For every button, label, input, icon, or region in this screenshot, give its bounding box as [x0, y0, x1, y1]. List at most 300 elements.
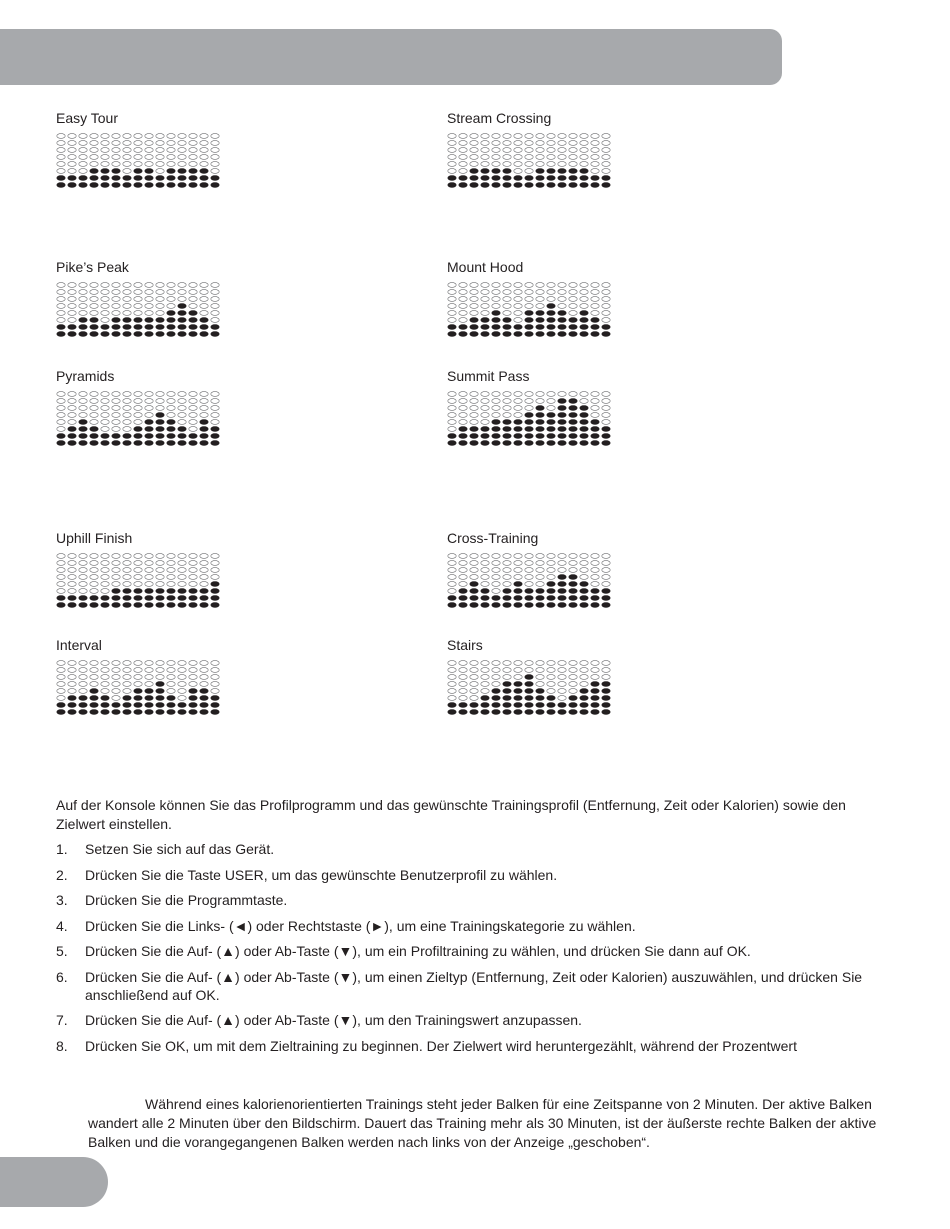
led-segment-on [525, 332, 533, 337]
led-segment-off [569, 682, 577, 687]
led-segment-off [591, 575, 599, 580]
led-segment-off [459, 169, 467, 174]
led-segment-on [492, 176, 500, 181]
led-segment-off [68, 155, 76, 160]
led-segment-off [167, 675, 175, 680]
led-segment-off [145, 682, 153, 687]
profile-stream-crossing[interactable] [447, 110, 613, 190]
led-segment-off [448, 297, 456, 302]
led-segment-on [481, 325, 489, 330]
profile-label: Cross-Training [447, 530, 539, 546]
led-segment-off [503, 148, 511, 153]
led-segment-off [602, 318, 610, 323]
led-segment-off [602, 297, 610, 302]
profile-stairs[interactable] [447, 637, 613, 717]
led-segment-off [591, 290, 599, 295]
led-segment-on [156, 434, 164, 439]
led-segment-off [503, 399, 511, 404]
led-segment-off [178, 582, 186, 587]
led-segment-on [178, 325, 186, 330]
led-segment-off [90, 582, 98, 587]
led-segment-off [503, 675, 511, 680]
led-segment-off [448, 589, 456, 594]
led-segment-on [514, 582, 522, 587]
led-segment-off [123, 148, 131, 153]
led-segment-off [57, 661, 65, 666]
led-segment-off [211, 399, 219, 404]
led-segment-off [178, 148, 186, 153]
led-segment-off [602, 162, 610, 167]
led-segment-off [101, 406, 109, 411]
led-segment-off [57, 392, 65, 397]
led-segment-on [525, 689, 533, 694]
led-segment-off [90, 148, 98, 153]
led-segment-off [514, 141, 522, 146]
led-segment-on [569, 332, 577, 337]
led-segment-off [112, 696, 120, 701]
led-segment-on [536, 434, 544, 439]
led-segment-off [200, 568, 208, 573]
led-segment-off [525, 283, 533, 288]
led-segment-off [514, 399, 522, 404]
led-segment-off [134, 290, 142, 295]
led-segment-off [123, 582, 131, 587]
led-segment-on [57, 603, 65, 608]
led-segment-off [112, 668, 120, 673]
led-segment-on [459, 589, 467, 594]
led-segment-off [134, 413, 142, 418]
led-segment-off [580, 568, 588, 573]
led-segment-on [470, 710, 478, 715]
led-segment-on [200, 603, 208, 608]
led-segment-on [470, 176, 478, 181]
led-segment-on [68, 696, 76, 701]
led-segment-on [492, 596, 500, 601]
led-segment-on [156, 696, 164, 701]
led-segment-off [569, 297, 577, 302]
led-segment-on [459, 427, 467, 432]
led-segment-on [178, 176, 186, 181]
led-segment-off [569, 568, 577, 573]
led-segment-off [602, 169, 610, 174]
led-segment-off [57, 568, 65, 573]
led-segment-on [558, 589, 566, 594]
led-segment-on [558, 703, 566, 708]
led-segment-on [591, 441, 599, 446]
led-segment-off [101, 155, 109, 160]
led-segment-off [470, 554, 478, 559]
led-segment-off [123, 392, 131, 397]
profile-cross-training[interactable] [447, 530, 613, 610]
profile-pyramids[interactable] [56, 368, 222, 448]
led-segment-on [602, 603, 610, 608]
led-segment-off [79, 304, 87, 309]
led-segment-on [492, 427, 500, 432]
led-segment-off [525, 297, 533, 302]
led-segment-on [547, 696, 555, 701]
profile-led-grid [447, 132, 613, 190]
led-segment-on [101, 434, 109, 439]
led-segment-on [525, 420, 533, 425]
led-segment-on [189, 689, 197, 694]
led-segment-off [470, 661, 478, 666]
profile-label: Summit Pass [447, 368, 530, 384]
led-segment-off [156, 675, 164, 680]
led-segment-on [547, 304, 555, 309]
led-segment-off [211, 420, 219, 425]
led-segment-off [602, 582, 610, 587]
led-segment-off [156, 304, 164, 309]
led-segment-off [503, 413, 511, 418]
led-segment-off [591, 668, 599, 673]
led-segment-off [57, 297, 65, 302]
led-segment-off [200, 155, 208, 160]
led-segment-on [602, 703, 610, 708]
led-segment-off [123, 304, 131, 309]
led-segment-off [536, 582, 544, 587]
led-segment-off [459, 568, 467, 573]
led-segment-off [145, 661, 153, 666]
profile-mount-hood[interactable] [447, 259, 613, 339]
led-segment-off [79, 682, 87, 687]
led-segment-off [57, 696, 65, 701]
led-segment-on [448, 710, 456, 715]
led-segment-off [189, 283, 197, 288]
led-segment-on [134, 434, 142, 439]
led-segment-off [200, 668, 208, 673]
step-number: 8. [56, 1037, 68, 1054]
led-segment-off [481, 290, 489, 295]
led-segment-on [57, 325, 65, 330]
led-segment-off [492, 575, 500, 580]
led-segment-on [569, 703, 577, 708]
led-segment-on [68, 176, 76, 181]
step-item [56, 917, 916, 935]
led-segment-on [145, 441, 153, 446]
led-segment-on [134, 696, 142, 701]
led-segment-off [200, 554, 208, 559]
led-segment-on [580, 413, 588, 418]
led-segment-off [481, 689, 489, 694]
led-segment-off [189, 568, 197, 573]
led-segment-on [68, 427, 76, 432]
led-segment-off [580, 682, 588, 687]
led-segment-on [470, 332, 478, 337]
profile-summit-pass[interactable] [447, 368, 613, 448]
led-segment-on [536, 696, 544, 701]
led-segment-on [156, 441, 164, 446]
led-segment-off [167, 399, 175, 404]
led-segment-on [101, 703, 109, 708]
led-segment-off [492, 682, 500, 687]
led-segment-off [134, 561, 142, 566]
led-segment-on [448, 332, 456, 337]
led-segment-off [167, 413, 175, 418]
led-segment-off [68, 297, 76, 302]
led-segment-on [145, 318, 153, 323]
led-segment-off [211, 162, 219, 167]
led-segment-off [211, 297, 219, 302]
led-segment-off [591, 155, 599, 160]
led-segment-on [459, 603, 467, 608]
led-segment-off [591, 413, 599, 418]
led-segment-on [558, 420, 566, 425]
led-segment-on [492, 696, 500, 701]
led-segment-off [112, 283, 120, 288]
led-segment-on [569, 427, 577, 432]
led-segment-on [580, 689, 588, 694]
profile-label: Easy Tour [56, 110, 118, 126]
profile-interval[interactable] [56, 637, 222, 717]
led-segment-on [580, 603, 588, 608]
led-segment-off [558, 297, 566, 302]
led-segment-off [503, 290, 511, 295]
led-segment-on [145, 325, 153, 330]
led-segment-on [459, 434, 467, 439]
led-segment-on [536, 427, 544, 432]
led-segment-on [112, 325, 120, 330]
led-segment-off [167, 304, 175, 309]
led-segment-on [558, 176, 566, 181]
led-segment-off [134, 661, 142, 666]
led-segment-off [558, 668, 566, 673]
led-segment-on [459, 710, 467, 715]
led-segment-on [569, 183, 577, 188]
led-segment-off [580, 155, 588, 160]
led-segment-on [492, 420, 500, 425]
led-segment-off [448, 141, 456, 146]
led-segment-off [200, 311, 208, 316]
led-segment-off [79, 661, 87, 666]
led-segment-off [200, 297, 208, 302]
led-segment-off [470, 568, 478, 573]
led-segment-off [514, 311, 522, 316]
led-segment-on [156, 325, 164, 330]
led-segment-off [492, 568, 500, 573]
led-segment-off [189, 304, 197, 309]
led-segment-off [90, 155, 98, 160]
led-segment-on [481, 696, 489, 701]
led-segment-off [459, 304, 467, 309]
led-segment-off [547, 148, 555, 153]
led-segment-on [145, 696, 153, 701]
led-segment-off [514, 304, 522, 309]
step-text: Drücken Sie die Auf- (▲) oder Ab-Taste (▼), um ein Profiltraining zu wählen, und drücken Sie dann auf OK. [85, 943, 751, 959]
led-segment-off [448, 318, 456, 323]
led-segment-off [536, 148, 544, 153]
led-segment-on [79, 434, 87, 439]
led-segment-on [79, 183, 87, 188]
led-segment-off [536, 575, 544, 580]
led-segment-off [123, 413, 131, 418]
led-segment-on [591, 434, 599, 439]
led-segment-off [145, 561, 153, 566]
led-segment-off [211, 682, 219, 687]
led-segment-on [602, 434, 610, 439]
led-segment-off [569, 392, 577, 397]
led-segment-on [211, 183, 219, 188]
led-segment-on [591, 682, 599, 687]
profile-easy-tour[interactable] [56, 110, 222, 190]
led-segment-off [189, 682, 197, 687]
led-segment-off [492, 304, 500, 309]
led-segment-off [569, 148, 577, 153]
led-segment-on [112, 169, 120, 174]
led-segment-on [123, 332, 131, 337]
led-segment-off [558, 568, 566, 573]
led-segment-off [167, 668, 175, 673]
led-segment-on [57, 596, 65, 601]
led-segment-on [112, 332, 120, 337]
led-segment-off [79, 575, 87, 580]
led-segment-on [123, 183, 131, 188]
led-segment-off [156, 392, 164, 397]
led-segment-off [470, 689, 478, 694]
led-segment-off [470, 283, 478, 288]
led-segment-off [525, 406, 533, 411]
led-segment-on [536, 318, 544, 323]
led-segment-on [134, 332, 142, 337]
led-segment-off [112, 682, 120, 687]
led-segment-off [547, 682, 555, 687]
led-segment-off [602, 568, 610, 573]
led-segment-on [68, 434, 76, 439]
led-segment-on [481, 427, 489, 432]
led-segment-on [591, 710, 599, 715]
led-segment-on [134, 325, 142, 330]
led-segment-off [591, 134, 599, 139]
led-segment-on [459, 176, 467, 181]
profile-pikes-peak[interactable] [56, 259, 222, 339]
led-segment-off [123, 554, 131, 559]
led-segment-on [492, 603, 500, 608]
led-segment-on [525, 589, 533, 594]
led-segment-on [525, 675, 533, 680]
led-segment-off [481, 392, 489, 397]
led-segment-on [470, 582, 478, 587]
led-segment-off [503, 297, 511, 302]
led-segment-off [123, 162, 131, 167]
led-segment-off [525, 661, 533, 666]
led-segment-on [211, 582, 219, 587]
led-segment-on [178, 703, 186, 708]
led-segment-on [211, 603, 219, 608]
led-segment-off [156, 399, 164, 404]
led-segment-off [156, 406, 164, 411]
led-segment-on [481, 318, 489, 323]
led-segment-off [547, 134, 555, 139]
led-segment-on [514, 696, 522, 701]
step-text: Drücken Sie die Auf- (▲) oder Ab-Taste (▼), um einen Zieltyp (Entfernung, Zeit oder Kalorien) auszuwählen, und drücken Sie anschließend auf OK. [85, 968, 863, 1003]
led-segment-on [591, 325, 599, 330]
led-segment-on [189, 183, 197, 188]
led-segment-off [558, 141, 566, 146]
led-segment-off [57, 554, 65, 559]
led-segment-on [134, 589, 142, 594]
led-segment-off [101, 689, 109, 694]
led-segment-off [68, 399, 76, 404]
led-segment-off [448, 561, 456, 566]
led-segment-on [602, 441, 610, 446]
led-segment-off [459, 675, 467, 680]
led-segment-off [448, 575, 456, 580]
led-segment-off [90, 283, 98, 288]
led-segment-off [481, 420, 489, 425]
led-segment-off [79, 311, 87, 316]
led-segment-on [503, 696, 511, 701]
led-segment-off [145, 283, 153, 288]
led-segment-off [536, 392, 544, 397]
led-segment-on [558, 427, 566, 432]
led-segment-off [112, 427, 120, 432]
led-segment-off [558, 661, 566, 666]
led-segment-off [101, 311, 109, 316]
led-segment-on [525, 434, 533, 439]
step-item [56, 891, 916, 909]
led-segment-off [112, 148, 120, 153]
led-segment-off [134, 148, 142, 153]
led-segment-off [481, 413, 489, 418]
led-segment-on [547, 169, 555, 174]
led-segment-on [90, 710, 98, 715]
led-segment-off [602, 148, 610, 153]
led-segment-off [156, 661, 164, 666]
led-segment-off [123, 297, 131, 302]
led-segment-on [134, 169, 142, 174]
led-segment-off [448, 675, 456, 680]
led-segment-on [156, 183, 164, 188]
led-segment-on [123, 325, 131, 330]
led-segment-on [470, 169, 478, 174]
profile-uphill-finish[interactable] [56, 530, 222, 610]
led-segment-off [123, 668, 131, 673]
led-segment-off [558, 155, 566, 160]
led-segment-off [591, 141, 599, 146]
led-segment-on [602, 325, 610, 330]
led-segment-off [503, 134, 511, 139]
led-segment-on [90, 183, 98, 188]
led-segment-on [547, 325, 555, 330]
led-segment-on [558, 325, 566, 330]
led-segment-on [503, 318, 511, 323]
led-segment-on [569, 575, 577, 580]
note-text: Während eines kalorienorientierten Trainings steht jeder Balken für eine Zeitspanne von 2 Minuten. Der aktive Balken wandert alle 2 Minuten über den Bildschirm. Dauert das Training mehr als 30 Minuten, ist der äußerste rechte Balken der aktive Balken und die vorangegangenen Balken werden nach links von der Anzeige „geschoben“. [88, 1096, 877, 1150]
led-segment-on [134, 318, 142, 323]
led-segment-off [156, 155, 164, 160]
led-segment-off [211, 568, 219, 573]
led-segment-off [145, 290, 153, 295]
led-segment-on [514, 176, 522, 181]
led-segment-off [178, 668, 186, 673]
led-segment-off [101, 661, 109, 666]
led-segment-off [211, 561, 219, 566]
led-segment-off [492, 155, 500, 160]
led-segment-on [189, 710, 197, 715]
led-segment-off [211, 148, 219, 153]
led-segment-on [525, 311, 533, 316]
led-segment-on [536, 169, 544, 174]
led-segment-off [90, 668, 98, 673]
led-segment-off [178, 297, 186, 302]
led-segment-off [602, 392, 610, 397]
led-segment-on [525, 413, 533, 418]
led-segment-on [211, 703, 219, 708]
led-segment-on [79, 318, 87, 323]
led-segment-off [189, 413, 197, 418]
led-segment-on [525, 682, 533, 687]
led-segment-on [189, 176, 197, 181]
led-segment-on [167, 710, 175, 715]
